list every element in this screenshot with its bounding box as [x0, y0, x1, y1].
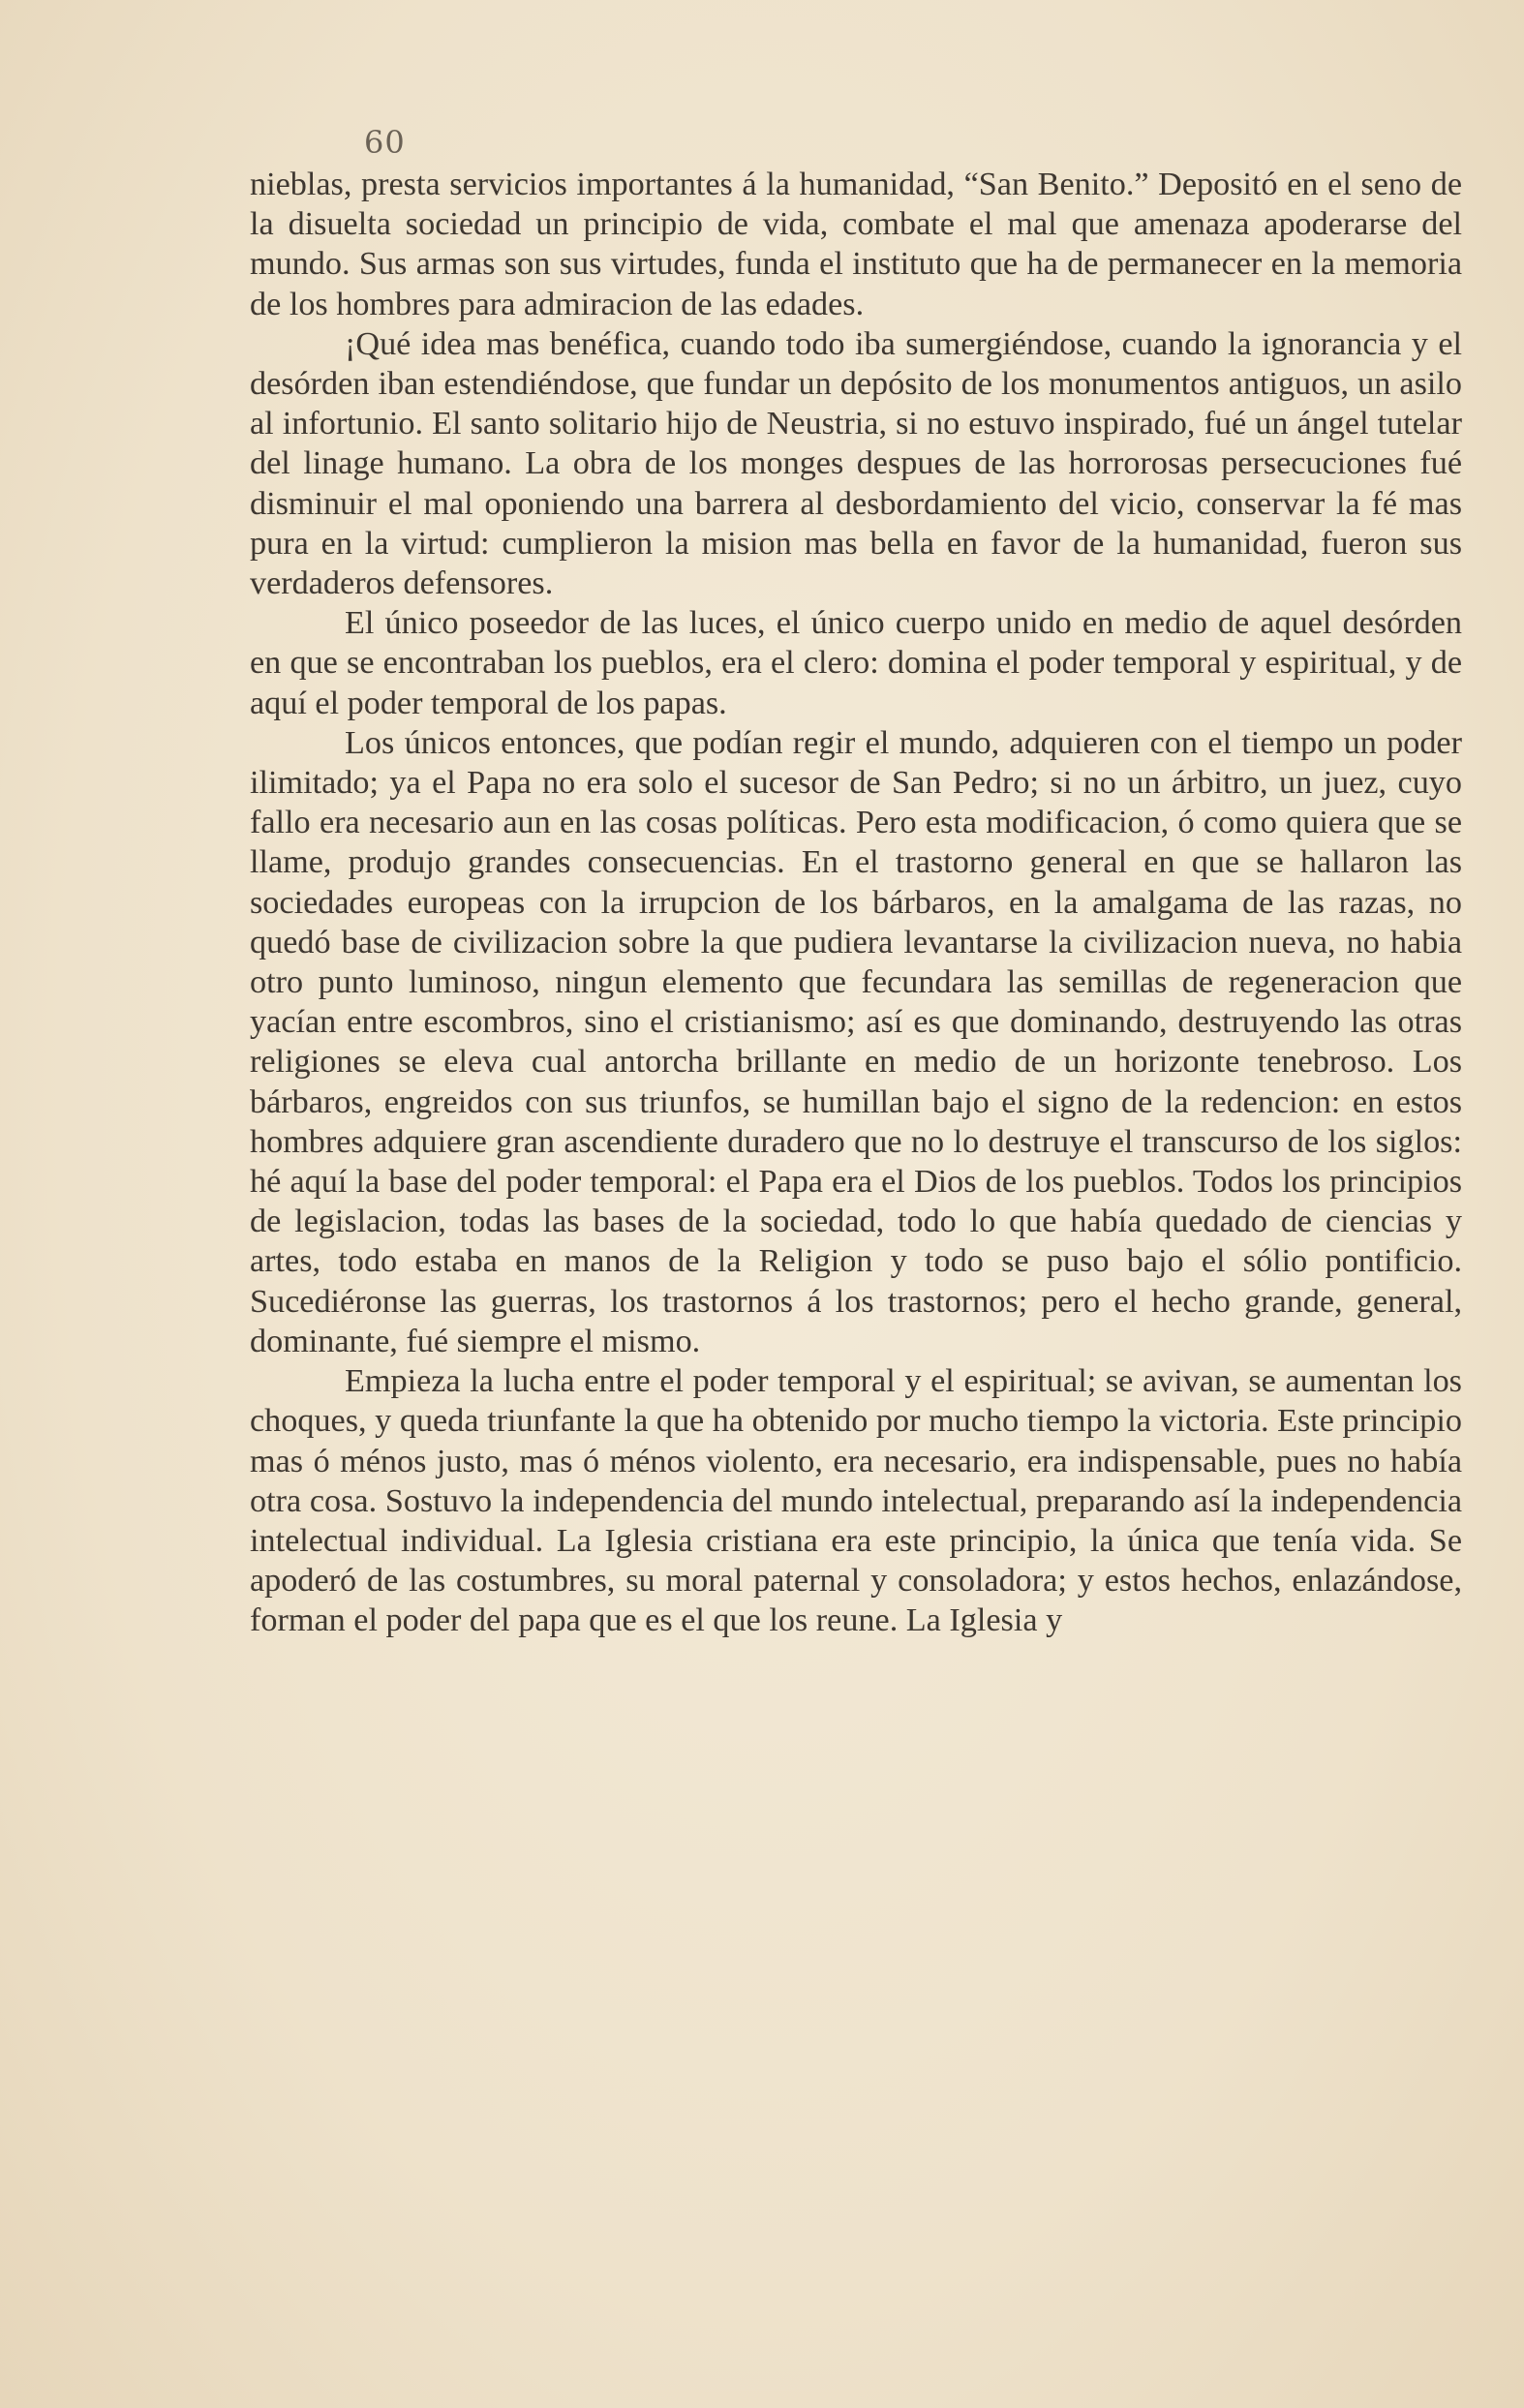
paragraph: nieblas, presta servicios importantes á la humanidad, “San Benito.” Depositó en el seno de la disuelta sociedad un principio de vida, combate el mal que amenaza apoderarse del mundo. Sus armas son sus virtudes, funda el instituto que ha de permanecer en la memoria de los hombres para admiracion de las edades. [250, 167, 1462, 322]
paragraph: Los únicos entonces, que podían regir el mundo, adquieren con el tiempo un poder ilimitado; ya el Papa no era solo el sucesor de San Pedro; si no un árbitro, un juez, cuyo fallo era necesario aun en las cosas políticas. Pero esta modificacion, ó como quiera que se llame, produjo grandes consecuencias. En el trastorno general en que se hallaron las sociedades europeas con la irrupcion de los bárbaros, en la amalgama de las razas, no quedó base de civilizacion sobre la que pudiera levantarse la civilizacion nueva, no habia otro punto luminoso, ningun elemento que fecundara las semillas de regeneracion que yacían entre escombros, sino el cristianismo; así es que dominando, destruyendo las otras religiones se eleva cual antorcha brillante en medio de un horizonte tenebroso. Los bárbaros, engreidos con sus triunfos, se humillan bajo el signo de la redencion: en estos hombres adquiere gran ascendiente duradero que no lo destruye el transcurso de los siglos: hé aquí la base del poder temporal: el Papa era el Dios de los pueblos. Todos los principios de legislacion, todas las bases de la sociedad, todo lo que había quedado de ciencias y artes, todo estaba en manos de la Religion y todo se puso bajo el sólio pontificio. Sucediéronse las guerras, los trastornos á los trastornos; pero el hecho grande, general, dominante, fué siempre el mismo. [250, 724, 1462, 1359]
paragraph: Empieza la lucha entre el poder temporal y el espiritual; se avivan, se aumentan los choques, y queda triunfante la que ha obtenido por mucho tiempo la victoria. Este principio mas ó ménos justo, mas ó ménos violento, era necesario, era indispensable, pues no había otra cosa. Sostuvo la independencia del mundo intelectual, preparando así la independencia intelectual individual. La Iglesia cristiana era este principio, la única que tenía vida. Se apoderó de las costumbres, su moral paternal y consoladora; y estos hechos, enlazándose, forman el poder del papa que es el que los reune. La Iglesia y [250, 1363, 1462, 1639]
page-number: 60 [364, 124, 406, 161]
paragraph: El único poseedor de las luces, el único cuerpo unido en medio de aquel desórden en que se encontraban los pueblos, era el clero: domina el poder temporal y espiritual, y de aquí el poder temporal de los papas. [250, 605, 1462, 721]
paragraph: ¡Qué idea mas benéfica, cuando todo iba sumergiéndose, cuando la ignorancia y el desórden iban estendiéndose, que fundar un depósito de los monumentos antiguos, un asilo al infortunio. El santo solitario hijo de Neustria, si no estuvo inspirado, fué un ángel tutelar del linage humano. La obra de los monges despues de las horrorosas persecuciones fué disminuir el mal oponiendo una barrera al desbordamiento del vicio, conservar la fé mas pura en la virtud: cumplieron la mision mas bella en favor de la humanidad, fueron sus verdaderos defensores. [250, 325, 1462, 602]
body-text [250, 165, 1462, 1641]
